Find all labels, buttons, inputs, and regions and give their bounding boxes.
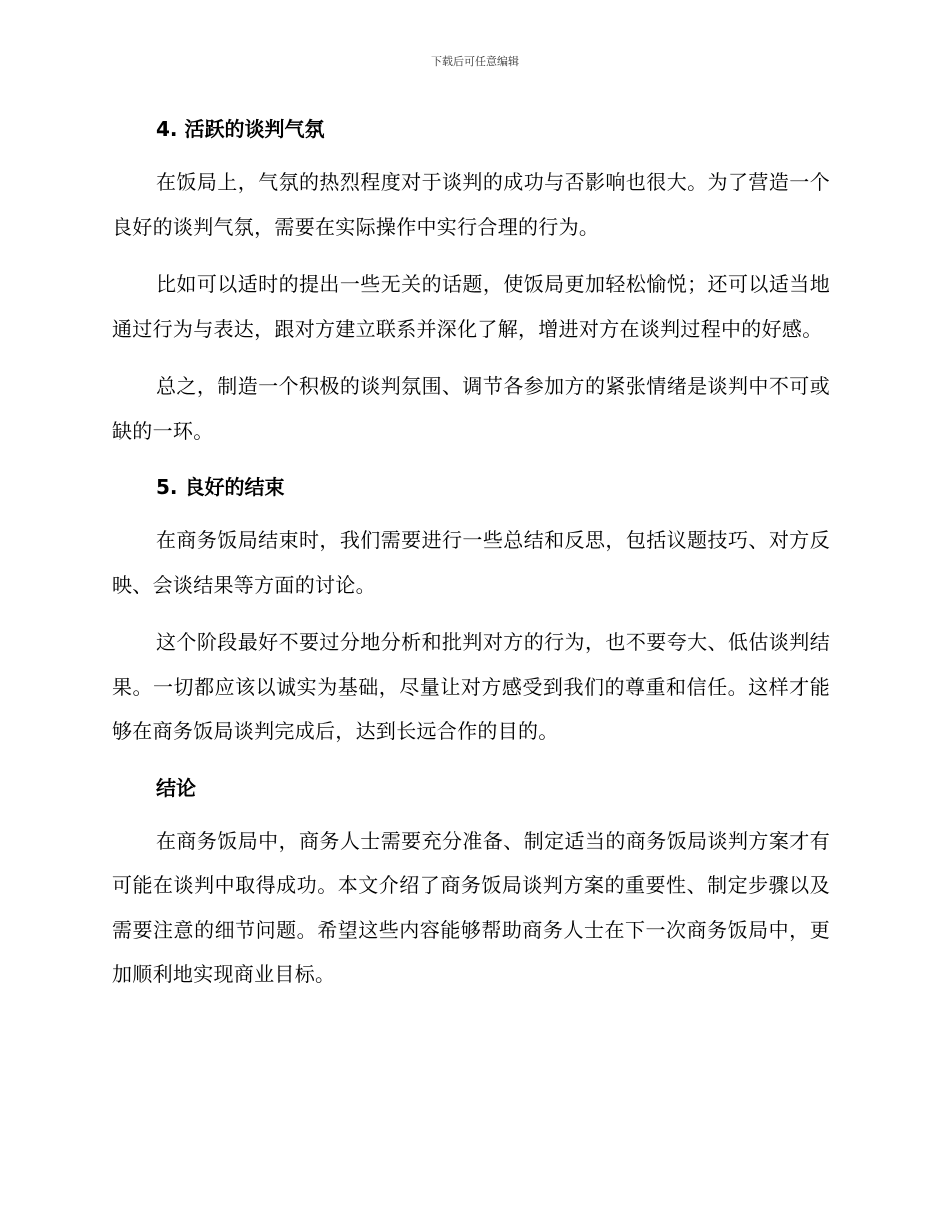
paragraph: 在商务饭局结束时，我们需要进行一些总结和反思，包括议题技巧、对方反映、会谈结果等方面的讨论。	[112, 528, 830, 597]
paragraph: 在商务饭局中，商务人士需要充分准备、制定适当的商务饭局谈判方案才有可能在谈判中取得成功。本文介绍了商务饭局谈判方案的重要性、制定步骤以及需要注意的细节问题。希望这些内容能够帮助商务人士在下一次商务饭局中，更加顺利地实现商业目标。	[112, 828, 830, 986]
paragraph: 这个阶段最好不要过分地分析和批判对方的行为，也不要夸大、低估谈判结果。一切都应该以诚实为基础，尽量让对方感受到我们的尊重和信任。这样才能够在商务饭局谈判完成后，达到长远合作的目的。	[112, 630, 830, 743]
section-heading: 4. 活跃的谈判气氛	[156, 117, 325, 141]
paragraph: 总之，制造一个积极的谈判氛围、调节各参加方的紧张情绪是谈判中不可或缺的一环。	[112, 374, 830, 443]
document-body	[112, 108, 830, 1010]
paragraph: 比如可以适时的提出一些无关的话题，使饭局更加轻松愉悦；还可以适当地通过行为与表达，跟对方建立联系并深化了解，增进对方在谈判过程中的好感。	[112, 272, 830, 341]
section-heading: 结论	[156, 775, 196, 800]
paragraph: 在饭局上，气氛的热烈程度对于谈判的成功与否影响也很大。为了营造一个良好的谈判气氛，需要在实际操作中实行合理的行为。	[112, 170, 830, 239]
section-heading: 5. 良好的结束	[156, 475, 285, 499]
page-header: 下载后可任意编辑	[431, 55, 519, 68]
